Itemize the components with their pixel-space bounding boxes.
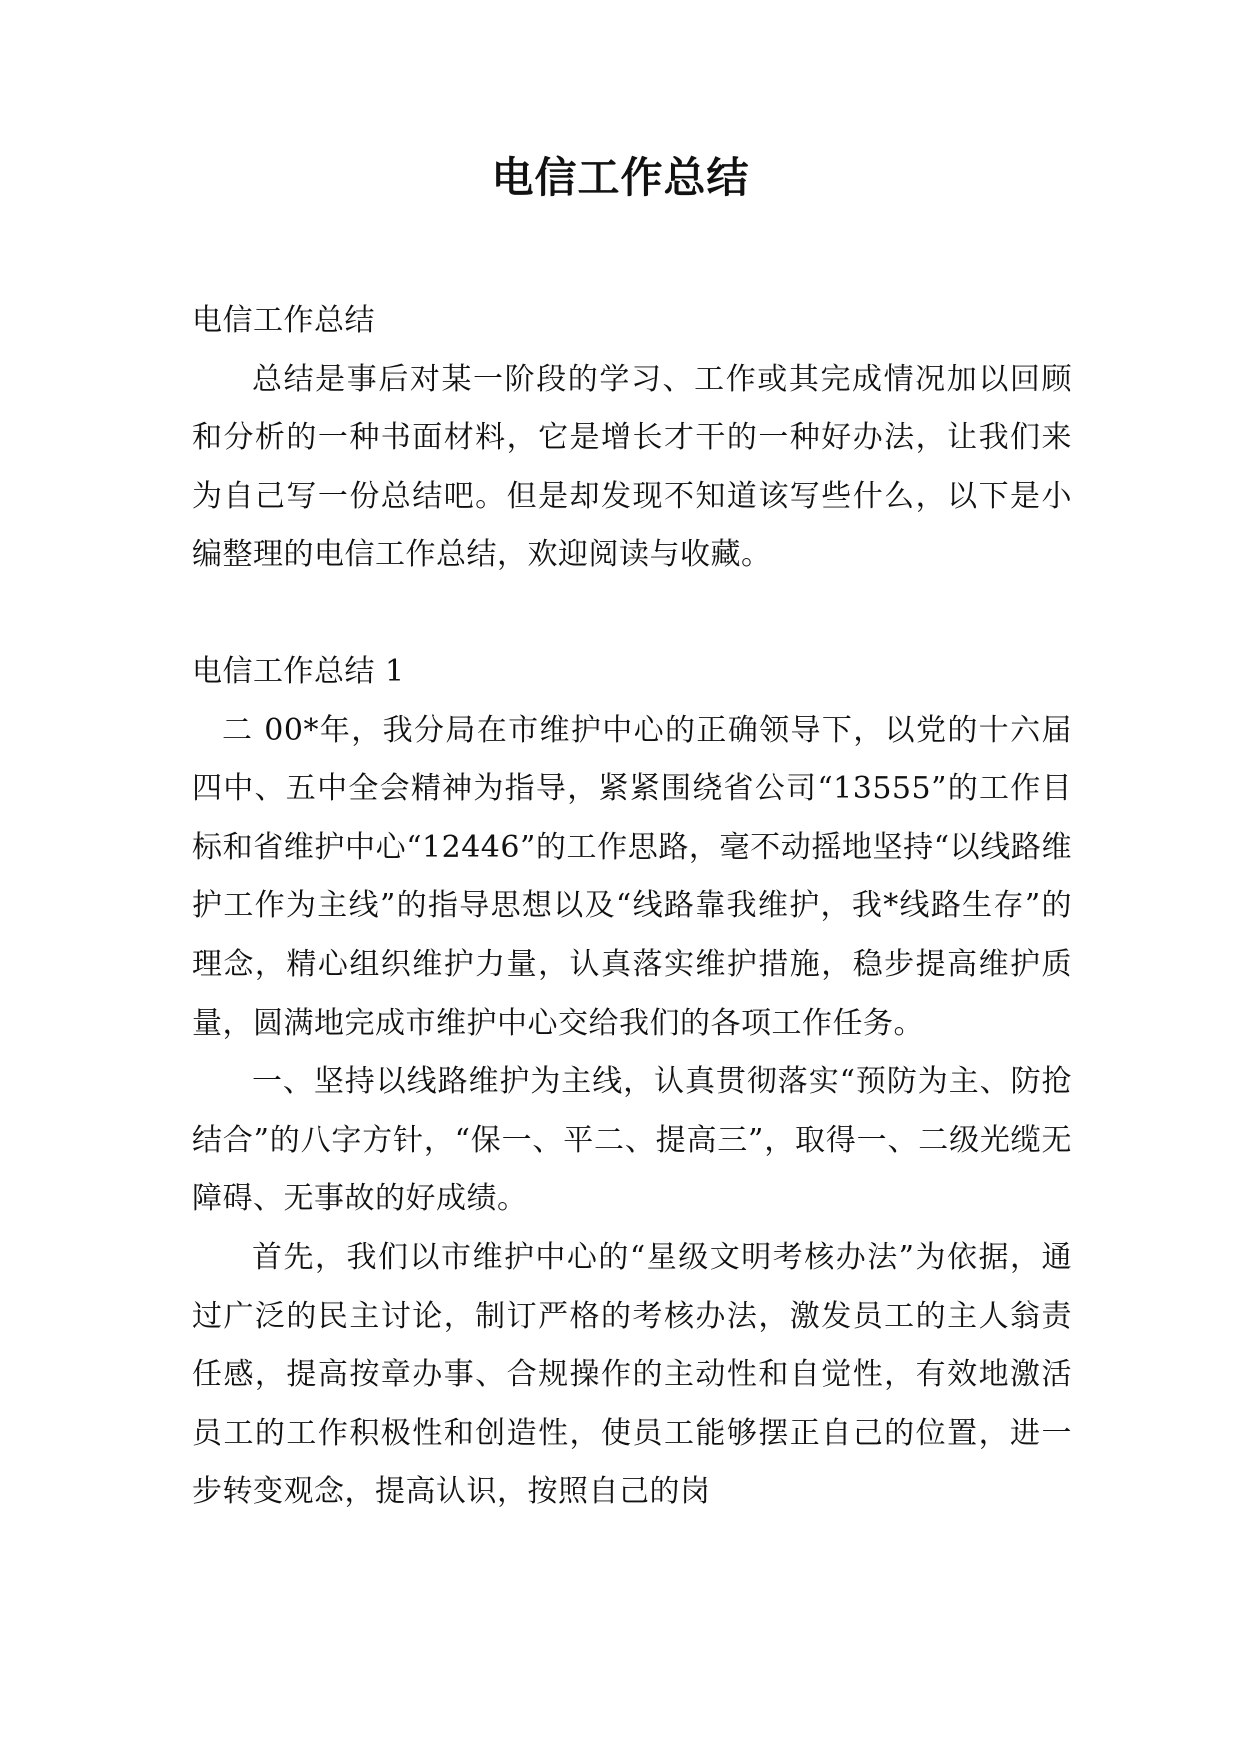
paragraph: 首先，我们以市维护中心的“星级文明考核办法”为依据，通过广泛的民主讨论，制订严格的考核办法，激发员工的主人翁责任感，提高按章办事、合规操作的主动性和自觉性，有效地激活员工的工作积极性和创造性，使员工能够摆正自己的位置，进一步转变观念，提高认识，按照自己的岗 — [192, 1239, 1072, 1510]
document-body — [192, 292, 1072, 1522]
intro-paragraph: 总结是事后对某一阶段的学习、工作或其完成情况加以回顾和分析的一种书面材料，它是增长才干的一种好办法，让我们来为自己写一份总结吧。但是却发现不知道该写些什么，以下是小编整理的电信工作总结，欢迎阅读与收藏。 — [192, 361, 1072, 573]
subtitle: 电信工作总结 — [192, 303, 375, 338]
section-heading: 电信工作总结 1 — [192, 653, 405, 689]
paragraph: 二 00*年，我分局在市维护中心的正确领导下，以党的十六届四中、五中全会精神为指导，紧紧围绕省公司“13555”的工作目标和省维护中心“12446”的工作思路，毫不动摇地坚持“以线路维护工作为主线”的指导思想以及“线路靠我维护，我*线路生存”的理念，精心组织维护力量，认真落实维护措施，稳步提高维护质量，圆满地完成市维护中心交给我们的各项工作任务。 — [192, 712, 1072, 1041]
document-title: 电信工作总结 — [491, 153, 750, 202]
paragraph: 一、坚持以线路维护为主线，认真贯彻落实“预防为主、防抢结合”的八字方针，“保一、平二、提高三”，取得一、二级光缆无障碍、无事故的好成绩。 — [192, 1064, 1072, 1217]
